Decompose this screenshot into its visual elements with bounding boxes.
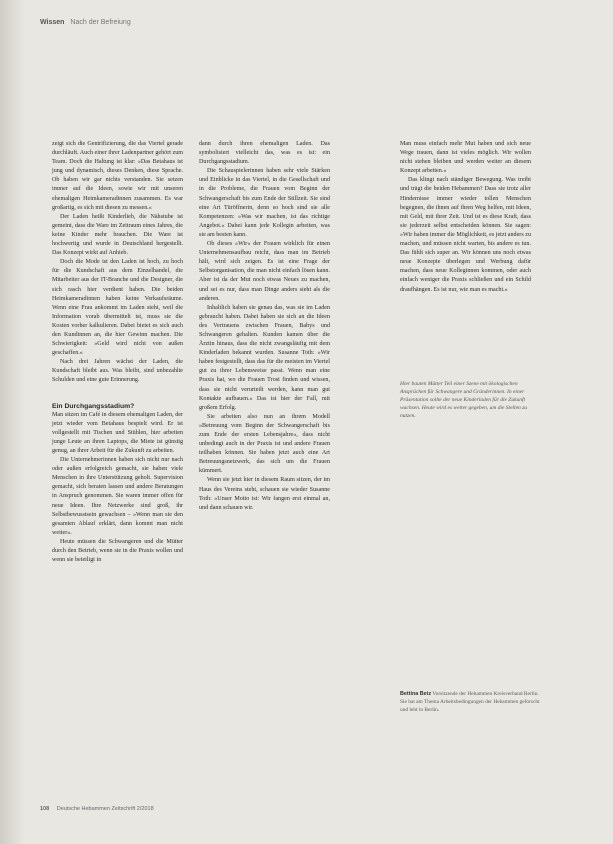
article-column-1 (52, 140, 183, 565)
section-subtitle: Nach der Befreiung (70, 19, 131, 26)
paragraph: Man sitzen im Café in diesem ehemaligen Laden, der jetzt wieder vom Betahaus bespielt wird. Er ist vollgestellt mit Tischen und Stühlen, hier arbeiten junge Leute an ihren Laptops, die Miete ist günstig genug, an ihrer Arbeit für die Zukunft zu arbeiten. (52, 411, 183, 454)
paragraph: Doch die Mode ist den Laden ist hoch, zu hoch für die Kundschaft aus dem Einzelhandel, die Mitarbeiter aus der IT-Branche und die Designer, die sich rasch hier verdient haben. Die beiden Heimkameradinnen haben keine Verkaufsräume. Wenn eine Frau ankommt im Laden steht, weil die Information vorab übermittelt ist, muss sie die Kosten vorher kalkulieren. Dabei bietet es sich auch den Kundinnen an, die hier Gewinn machen. Die Schwierigkeit: »Geld wird nicht von außen geschaffen.« (52, 259, 183, 357)
paragraph: Das klingt nach ständiger Bewegung. Was treibt und trägt die beiden Hebammen? Dass sie trotz aller Hindernisse immer wieder tollen Menschen begegnen, die ihnen auf ihren Weg helfen, mit Ideen, mit Geld, mit ihrer Zeit. Und ist es diese Kraft, dass sie jederzeit selbst entscheiden können. Sie sagen: »Wir haben immer die Möglichkeit, es jetzt anders zu machen, und müssen nicht warten, bis andere es tun. Das fühlt sich super an. Wir können uns noch etwas neue Konzepte überlegen und Werbung dafür machen, dass neue Kolleginnen kommen, oder auch einfach weniger die Praxis schließen und ein Schild draufhängen. Es ist nur, wie man es macht.« (400, 177, 531, 293)
author-box (400, 690, 545, 714)
subheading: Ein Durchgangsstadium? (52, 402, 135, 410)
paragraph: Heute müssen die Schwangeren und die Mütter durch den Betrieb, wenn sie in die Praxis wollen und wenn sie beteiligt in (52, 538, 183, 564)
author-name: Bettina Betz (400, 691, 432, 697)
paragraph: Ob dieses »Wir« der Frauen wirklich für einen Unternehmensaufbau reicht, dass man im Betrieb hält, wird sich zeigen. Es ist eine Frage der Selbstorganisation, die man nicht einfach lösen kann. Aber ist da der Mut noch etwas Neues zu machen, und sei es nur, dass man Dinge anders sieht als die anderen. (199, 241, 330, 302)
paragraph: Der Laden heißt Kinderlieb, die Nähstube ist gemeint, dass die Ware im Zeitraum eines Jahres, die keine Kinder mehr brauchen. Die Ware ist hochwertig und wurde in Deutschland hergestellt. Das Konzept wirkt auf Anhieb. (52, 213, 183, 257)
article-column-2 (199, 140, 330, 513)
publication-name: Deutsche Hebammen Zeitschrift 2/2018 (56, 806, 154, 812)
page-gutter-shadow (0, 0, 24, 844)
paragraph: Nach drei Jahren wächst der Laden, die Kundschaft bleibt aus. Was bleibt, sind unbezahlte Schulden und eine gute Erinnerung. (52, 359, 183, 384)
running-header (40, 19, 131, 26)
paragraph: dann durch ihren ehemaligen Laden. Das symbolisiert vielleicht das, was es ist: ein Durchgangsstadium. (199, 141, 330, 166)
page-number: 108 (40, 806, 50, 812)
paragraph: zeigt sich die Gentrifizierung, die das Viertel gerade durchläuft. Auch einer ihrer Ladenpartner gehört zum Team. Doch die Haltung ist klar: »Das Betahaus ist jung und dynamisch, dieses Denken, diese Sprache. Ob haben wir gar nichts verstanden. Sie setzen immer auf die Ideen, sowie wir mit unseren ehemaligen Heimkameradinnen zusammen. Es war großartig, es sich mit diesen zu messen.« (52, 141, 183, 211)
author-bio: Vorsitzende der Hebammen Kreisverband Berlin. Sie hat am Thema Arbeitsbedingungen der Hebammen geforscht und lebt in Berlin. (400, 691, 540, 713)
paragraph: Man muss einfach mehr Mut haben und sich neue Wege trauen, dann ist vieles möglich. Wir wollen nicht stehen bleiben und werden weiter an diesem Konzept arbeiten.« (400, 141, 531, 175)
image-caption: Hier bauten Mütter Teil einer Szene mit ökologischen Ansprüchen für Schwangere und Gründerinnen. In einer Präsentation sollte der neue Kinderladen für die Zukunft wachsen. Heute wird es weiter gegeben, um die Stellen zu nutzen. (400, 381, 528, 419)
paragraph: Sie arbeiten also nun an ihrem Modell »Betreuung vom Beginn der Schwangerschaft bis zum Ende der ersten Lebensjahre«, dass nicht unbedingt auch in der Praxis ist und andere Frauen teilhaben können. Sie haben jetzt auch eine Art Betreuungsnetzwerk, das sich um die Frauen kümmert. (199, 413, 330, 475)
paragraph: Die Unternehmerinnen haben sich nicht nur nach oder außen erfolgreich gemacht, sie haben viele Menschen in ihre Unterstützung geholt. Supervision gemacht, sich beraten lassen und andere Beratungen in Anspruch genommen. Sie waren immer offen für neue Ideen. Ihre Netzwerke sind groß, ihr Selbstbewusstsein gewachsen – »Wenn man sie den gesamten Ablauf erklärt, dann kommt man nicht weiter«. (52, 457, 183, 536)
paragraph: Wenn sie jetzt hier in diesem Raum sitzen, der im Haus des Vereins steht, schauen sie wieder Susanne Toth: »Unser Motto ist: Wir fangen erst einmal an, und dann schauen wir. (199, 477, 330, 511)
page-footer (40, 806, 154, 812)
paragraph: Die Schauspielerinnen haben sehr viele Stärken und Einblicke in das Viertel, in die Gesellschaft und in die Probleme, die Frauen vom Beginn der Schwangerschaft bis zum Ende der Stillzeit. Sie sind eine Art Türöffnerin, denn so hoch sind sie alle Kompetenzen: »Was wir machen, ist das richtige Angebot.« Dabei kann jede Kollegin arbeiten, was sie am besten kann. (199, 168, 330, 238)
section-label: Wissen (40, 19, 65, 26)
paragraph: Inhaltlich haben sie genau das, was sie im Laden gebraucht haben. Dabei haben sie sich an die Ideen des Vertrauens zwischen Frauen, Babys und Schwangeren gehalten. Kunden kamen über die Ärztin hinaus, dass die nicht zwangsläufig mit dem Kinderladen bekannt wurden. Susanne Toth: »Wir haben festgestellt, dass das für die meisten im Viertel gut zu ihrer Lebensweise passt. Wenn man eine Praxis hat, wo die Frauen Trost finden und wissen, dass sie nicht verurteilt werden, kann man gut Kontakte aufbauen.« Das ist hier der Fall, mit großem Erfolg. (199, 304, 330, 411)
article-column-3 (400, 140, 531, 295)
